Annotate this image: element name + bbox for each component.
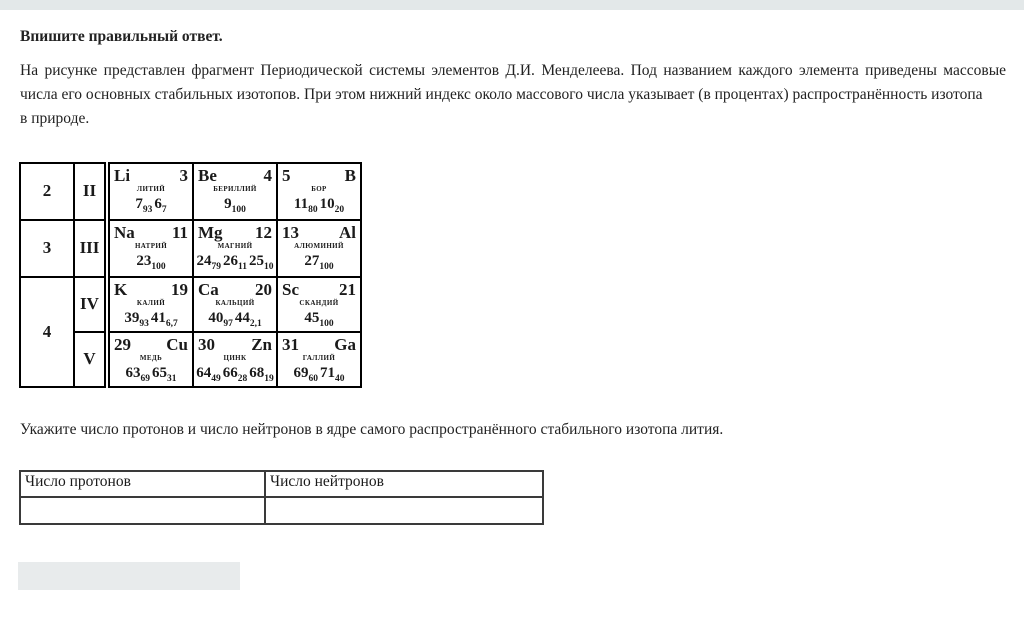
element-name: МЕДЬ [139,354,163,363]
element-cell-cu [109,332,193,387]
element-name: БЕРИЛЛИЙ [213,185,257,194]
element-number: 5 [282,165,291,185]
row-v: V [74,332,105,387]
element-number: 21 [339,279,356,299]
element-symbol: Li [114,165,131,185]
answer-header-protons: Число протонов [20,471,265,497]
element-number: 19 [171,279,188,299]
row-iv: IV [74,277,105,332]
element-name: ЛИТИЙ [136,185,166,194]
answer-header-neutrons: Число нейтронов [265,471,543,497]
element-symbol: K [114,279,128,299]
element-cell-li [109,163,193,220]
element-number: 20 [255,279,272,299]
element-symbol: B [344,165,356,185]
element-isotopes: $7_{93}$ $6_7$ [135,195,167,215]
element-isotopes: $9_{100}$ [224,195,246,215]
element-name: МАГНИЙ [217,242,253,251]
period-4: 4 [20,277,74,387]
element-name: КАЛИЙ [136,299,166,308]
element-isotopes: $64_{49}$ $66_{28}$ $68_{19}$ [196,364,274,384]
element-isotopes: $39_{93}$ $41_{6,7}$ [124,309,178,329]
element-cell-mg [193,220,277,277]
period-3: 3 [20,220,74,277]
element-number: 3 [179,165,188,185]
element-number: 12 [255,222,272,242]
element-name: ГАЛЛИЙ [302,354,336,363]
intro-paragraph: На рисунке представлен фрагмент Периодической системы элементов Д.И. Менделеева. Под названием каждого элемента приведены массовые числа его основных стабильных изотопов. При этом нижний индекс около массового числа указывает (в процентах) распространённость изотопа [20,62,1006,103]
element-symbol: Cu [166,334,188,354]
element-number: 4 [263,165,272,185]
element-symbol: Zn [251,334,272,354]
row-iii: III [74,220,105,277]
element-isotopes: $45_{100}$ [304,309,334,329]
element-isotopes: $24_{79}$ $26_{11}$ $25_{10}$ [196,252,274,272]
element-isotopes: $69_{60}$ $71_{40}$ [293,364,345,384]
answer-table [19,470,544,525]
top-bar [0,0,1024,10]
element-cell-k [109,277,193,332]
intro-text [20,59,1006,131]
element-number: 31 [282,334,299,354]
element-isotopes: $27_{100}$ [304,252,334,272]
intro-paragraph-tail: в природе. [20,110,90,128]
periodic-fragment [19,162,1005,388]
element-symbol: Mg [198,222,223,242]
element-number: 13 [282,222,299,242]
element-name: НАТРИЙ [134,242,168,251]
element-name: БОР [311,185,327,194]
element-cell-na [109,220,193,277]
page-title: Впишите правильный ответ. [20,28,223,45]
elements-table [108,162,362,388]
element-name: СКАНДИЙ [299,299,339,308]
element-symbol: Ca [198,279,219,299]
element-symbol: Be [198,165,217,185]
question-text: Укажите число протонов и число нейтронов в ядре самого распространённого стабильного изотопа лития. [20,420,724,438]
answer-cell-neutrons [265,497,543,524]
row-ii: II [74,163,105,220]
element-cell-zn [193,332,277,387]
element-symbol: Ga [334,334,356,354]
element-name: ЦИНК [223,354,247,363]
element-cell-ca [193,277,277,332]
element-name: КАЛЬЦИЙ [215,299,255,308]
page-content [0,28,1024,590]
answer-input[interactable] [18,562,240,590]
element-symbol: Na [114,222,135,242]
element-isotopes: $40_{97}$ $44_{2,1}$ [208,309,262,329]
element-number: 30 [198,334,215,354]
element-number: 11 [171,222,188,242]
element-cell-b [277,163,361,220]
element-name: АЛЮМИНИЙ [294,242,344,251]
period-row-table [19,162,106,388]
element-isotopes: $11_{80}$ $10_{20}$ [293,195,345,215]
element-number: 29 [114,334,131,354]
answer-cell-protons [20,497,265,524]
element-cell-sc [277,277,361,332]
element-symbol: Sc [282,279,299,299]
element-cell-al [277,220,361,277]
element-cell-be [193,163,277,220]
element-cell-ga [277,332,361,387]
element-isotopes: $63_{69}$ $65_{31}$ [125,364,177,384]
element-isotopes: $23_{100}$ [136,252,166,272]
element-symbol: Al [339,222,356,242]
period-2: 2 [20,163,74,220]
